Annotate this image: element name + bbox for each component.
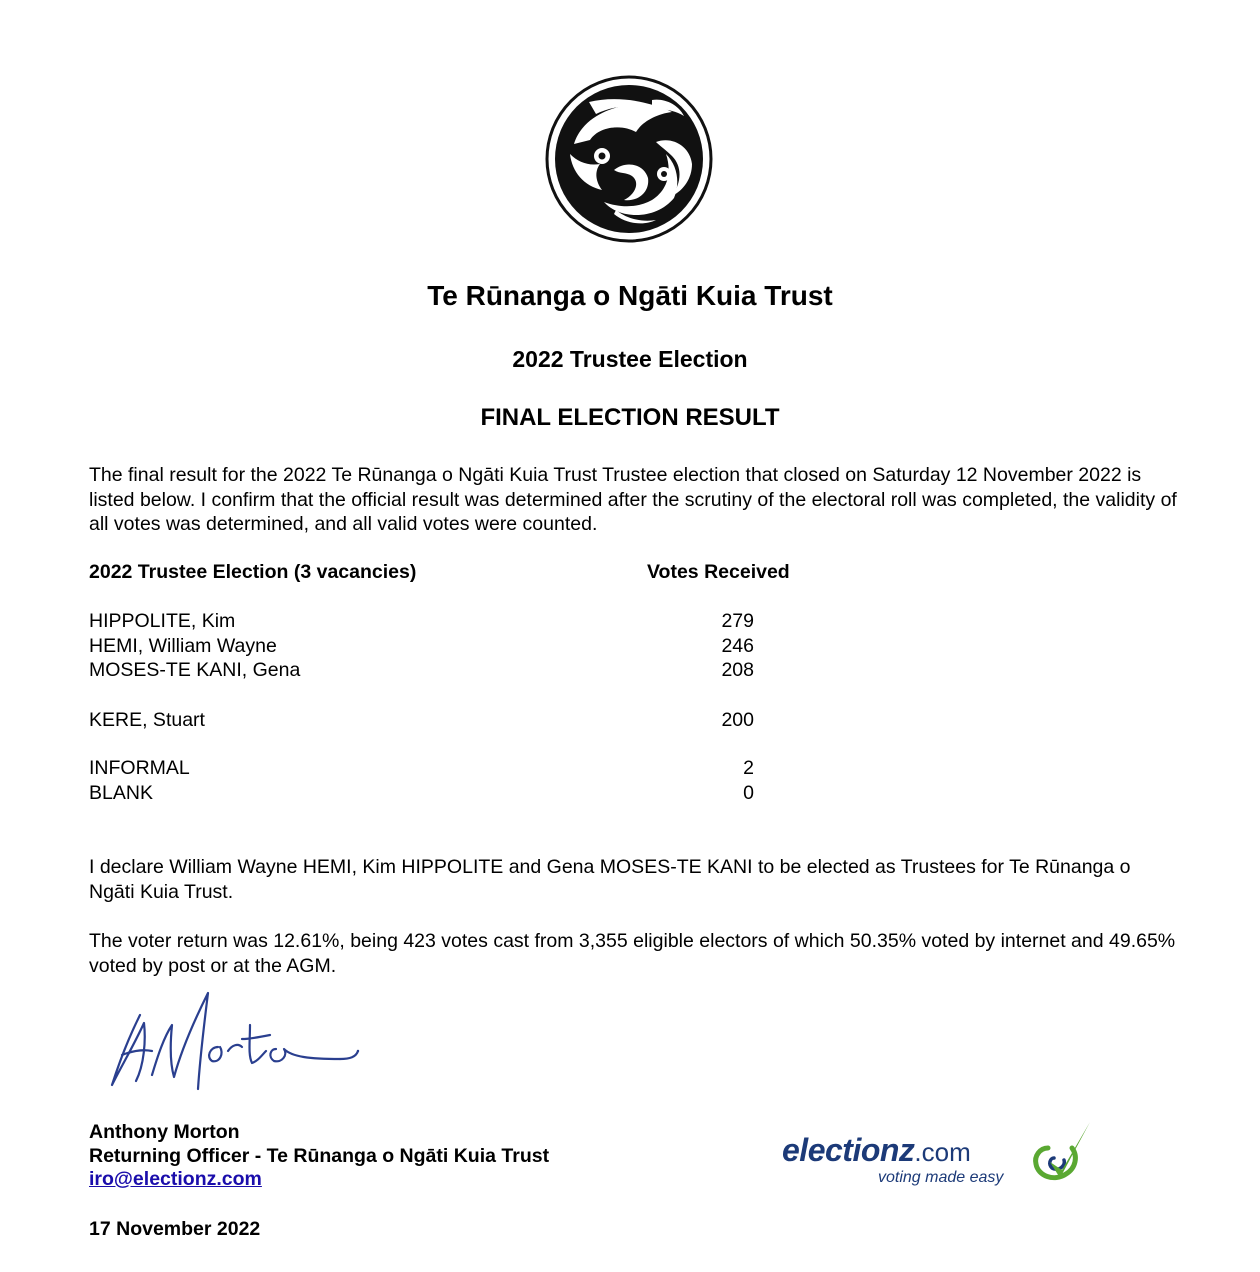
- document-date: 17 November 2022: [89, 1218, 261, 1240]
- table-row-votes: 0: [743, 782, 754, 804]
- table-row-name: KERE, Stuart: [89, 709, 205, 731]
- table-row-name: HIPPOLITE, Kim: [89, 610, 236, 632]
- table-row-name: MOSES-TE KANI, Gena: [89, 659, 301, 681]
- intro-paragraph: The final result for the 2022 Te Rūnanga o Ngāti Kuia Trust Trustee election that closed on Saturday 12 November 2022 is listed below. I confirm that the official result was determined after the scrutiny of the electoral roll was completed, the validity of all votes was determined, and all valid votes were counted.: [89, 464, 1177, 535]
- signature-icon: [100, 985, 370, 1105]
- table-row-votes: 246: [721, 635, 754, 657]
- brand-logo-text: [782, 1132, 971, 1169]
- election-title: 2022 Trustee Election: [512, 346, 748, 372]
- table-row-name: HEMI, William Wayne: [89, 635, 277, 657]
- brand-domain-suffix: .com: [914, 1137, 971, 1167]
- organisation-title: Te Rūnanga o Ngāti Kuia Trust: [427, 280, 833, 311]
- table-row-votes: 200: [721, 709, 754, 731]
- table-row-votes: 2: [743, 757, 754, 779]
- signatory-name: Anthony Morton: [89, 1121, 240, 1143]
- signatory-email-link[interactable]: iro@electionz.com: [89, 1168, 262, 1190]
- declaration-paragraph: I declare William Wayne HEMI, Kim HIPPOLITE and Gena MOSES-TE KANI to be elected as Trustees for Te Rūnanga o Ngāti Kuia Trust.: [89, 856, 1131, 903]
- table-header-votes: Votes Received: [647, 561, 790, 583]
- signatory-role: Returning Officer - Te Rūnanga o Ngāti Kuia Trust: [89, 1145, 550, 1167]
- table-header-election: 2022 Trustee Election (3 vacancies): [89, 561, 417, 583]
- brand-tagline: voting made easy: [878, 1169, 1004, 1186]
- table-row-name: INFORMAL: [89, 757, 190, 779]
- turnout-paragraph: The voter return was 12.61%, being 423 votes cast from 3,355 eligible electors of which 50.35% voted by internet and 49.65% voted by post or at the AGM.: [89, 930, 1176, 977]
- check-swirl-icon: [1020, 1118, 1100, 1190]
- trust-logo-icon: [544, 74, 714, 244]
- table-row-name: BLANK: [89, 782, 153, 804]
- result-title: FINAL ELECTION RESULT: [480, 404, 780, 431]
- brand-name: electionz: [782, 1132, 915, 1168]
- table-row-votes: 208: [721, 659, 754, 681]
- table-row-votes: 279: [721, 610, 754, 632]
